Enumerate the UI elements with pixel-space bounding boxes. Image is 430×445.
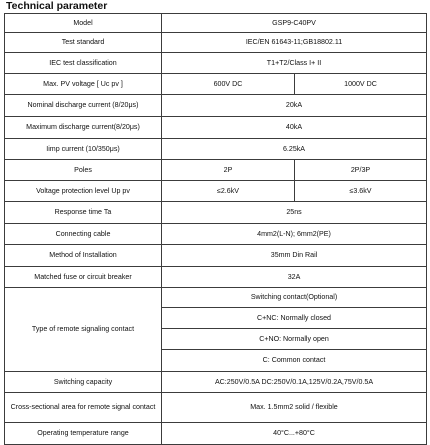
- table-row-nominal-discharge: [5, 95, 427, 117]
- iec-class-value: T1+T2/Class I+ II: [162, 53, 427, 74]
- switching-capacity-label: Switching capacity: [5, 372, 162, 393]
- protection-level-label: Voltage protection level Up pv: [5, 181, 162, 202]
- iimp-value: 6.25kA: [162, 139, 427, 160]
- remote-signaling-value: C+NC: Normally closed: [162, 308, 427, 329]
- table-row-model: [5, 14, 427, 33]
- test-standard-value: IEC/EN 61643-11;GB18802.11: [162, 33, 427, 53]
- table-row-fuse: [5, 267, 427, 288]
- table-row-switching-capacity: [5, 372, 427, 393]
- connecting-cable-label: Connecting cable: [5, 224, 162, 245]
- cross-section-value: Max. 1.5mm2 solid / flexible: [162, 393, 427, 423]
- table-row-max-pv-voltage: [5, 74, 427, 95]
- table-row-cross-section: [5, 393, 427, 423]
- protection-level-value-b: ≤3.6kV: [295, 181, 427, 202]
- fuse-label: Matched fuse or circuit breaker: [5, 267, 162, 288]
- table-row-maximum-discharge: [5, 117, 427, 139]
- operating-temperature-value: 40°C...+80°C: [162, 423, 427, 445]
- installation-value: 35mm Din Rail: [162, 245, 427, 267]
- table-row-test-standard: [5, 33, 427, 53]
- maximum-discharge-value: 40kA: [162, 117, 427, 139]
- max-pv-voltage-value-a: 600V DC: [162, 74, 295, 95]
- page-title: Technical parameter: [6, 0, 108, 12]
- technical-parameter-table: [4, 13, 427, 445]
- connecting-cable-value: 4mm2(L-N); 6mm2(PE): [162, 224, 427, 245]
- table-row-iimp: [5, 139, 427, 160]
- switching-capacity-value: AC:250V/0.5A DC:250V/0.1A,125V/0.2A,75V/0.5A: [162, 372, 427, 393]
- response-time-label: Response time Ta: [5, 202, 162, 224]
- max-pv-voltage-value-b: 1000V DC: [295, 74, 427, 95]
- table-row-response-time: [5, 202, 427, 224]
- model-value: GSP9-C40PV: [162, 14, 427, 33]
- nominal-discharge-label: Nominal discharge current (8/20μs): [5, 95, 162, 117]
- poles-label: Poles: [5, 160, 162, 181]
- table-row-connecting-cable: [5, 224, 427, 245]
- table-row-iec-class: [5, 53, 427, 74]
- remote-signaling-value: Switching contact(Optional): [162, 288, 427, 308]
- operating-temperature-label: Operating temperature range: [5, 423, 162, 445]
- protection-level-value-a: ≤2.6kV: [162, 181, 295, 202]
- table-row-operating-temperature: [5, 423, 427, 445]
- test-standard-label: Test standard: [5, 33, 162, 53]
- max-pv-voltage-label: Max. PV voltage [ Uc pv ]: [5, 74, 162, 95]
- remote-signaling-label: Type of remote signaling contact: [5, 288, 162, 372]
- table-row-remote-signaling: [5, 288, 427, 308]
- iec-class-label: IEC test classification: [5, 53, 162, 74]
- remote-signaling-value: C: Common contact: [162, 350, 427, 372]
- maximum-discharge-label: Maximum discharge current(8/20μs): [5, 117, 162, 139]
- table-row-installation: [5, 245, 427, 267]
- table-row-protection-level: [5, 181, 427, 202]
- remote-signaling-value: C+NO: Normally open: [162, 329, 427, 350]
- iimp-label: Iimp current (10/350μs): [5, 139, 162, 160]
- installation-label: Method of Installation: [5, 245, 162, 267]
- nominal-discharge-value: 20kA: [162, 95, 427, 117]
- fuse-value: 32A: [162, 267, 427, 288]
- cross-section-label: Cross-sectional area for remote signal contact: [5, 393, 162, 423]
- poles-value-a: 2P: [162, 160, 295, 181]
- poles-value-b: 2P/3P: [295, 160, 427, 181]
- response-time-value: 25ns: [162, 202, 427, 224]
- table-row-poles: [5, 160, 427, 181]
- model-label: Model: [5, 14, 162, 33]
